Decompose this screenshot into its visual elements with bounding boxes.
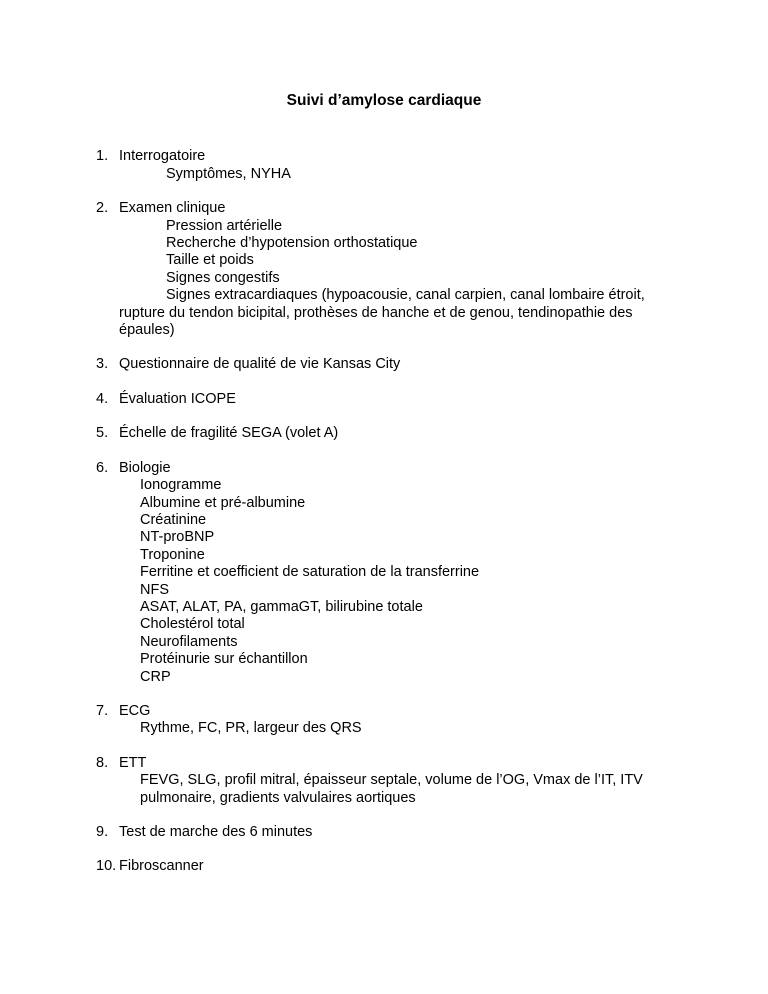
list-item-heading xyxy=(96,703,672,720)
list-item-heading xyxy=(96,200,672,217)
item-number: 4. xyxy=(96,390,109,407)
list-item xyxy=(96,460,672,686)
item-number: 7. xyxy=(96,702,109,719)
document-title: Suivi d’amylose cardiaque xyxy=(286,92,482,109)
item-number: 9. xyxy=(96,824,109,840)
sub-item: Troponine xyxy=(140,546,205,563)
sub-item: Créatinine xyxy=(140,511,207,528)
list-item-heading xyxy=(96,425,672,442)
sub-item: CRP xyxy=(140,668,171,685)
item-label: Biologie xyxy=(119,459,171,476)
list-item xyxy=(96,703,672,738)
list-item-heading xyxy=(96,755,672,772)
list-item-heading xyxy=(96,391,672,408)
sub-item: Protéinurie sur échantillon xyxy=(140,651,308,668)
item-label: ETT xyxy=(119,754,147,771)
item-label: Évaluation ICOPE xyxy=(119,390,236,407)
item-number: 3. xyxy=(96,356,109,373)
item-number: 1. xyxy=(96,148,109,165)
sub-item: Ferritine et coefficient de saturation de la transferrine xyxy=(140,564,480,581)
sub-item: Neurofilaments xyxy=(140,633,238,650)
list-item xyxy=(96,356,672,373)
item-label: Échelle de fragilité SEGA (volet A) xyxy=(119,425,339,442)
list-item-heading xyxy=(96,356,672,373)
item-label: Interrogatoire xyxy=(119,148,206,165)
item-number: 10. xyxy=(96,858,117,875)
checklist xyxy=(96,148,672,875)
sub-item: Signes congestifs xyxy=(166,269,280,286)
list-item xyxy=(96,148,672,183)
sub-item: FEVG, SLG, profil mitral, épaisseur septale, volume de l’OG, Vmax de l’IT, ITV pulmonaire, gradients valvulaires aortiques xyxy=(140,772,643,806)
item-label: Examen clinique xyxy=(119,200,226,217)
sub-item: Albumine et pré-albumine xyxy=(140,494,306,511)
list-item-heading xyxy=(96,824,672,841)
sub-item: Symptômes, NYHA xyxy=(166,165,291,182)
item-number: 2. xyxy=(96,200,109,217)
list-item xyxy=(96,425,672,442)
sub-item: Rythme, FC, PR, largeur des QRS xyxy=(140,720,362,737)
list-item-heading xyxy=(96,148,672,165)
list-item-heading xyxy=(96,858,672,875)
item-label: Test de marche des 6 minutes xyxy=(119,824,313,840)
list-item xyxy=(96,755,672,807)
list-item xyxy=(96,391,672,408)
item-label: ECG xyxy=(119,702,151,719)
sub-item: ASAT, ALAT, PA, gammaGT, bilirubine totale xyxy=(140,598,423,615)
sub-item: Ionogramme xyxy=(140,477,222,494)
sub-item: Recherche d’hypotension orthostatique xyxy=(166,235,418,252)
item-number: 8. xyxy=(96,754,109,771)
sub-item: NFS xyxy=(140,581,169,598)
sub-item: Cholestérol total xyxy=(140,616,245,633)
list-item-heading xyxy=(96,460,672,477)
sub-item: Taille et poids xyxy=(166,252,254,269)
item-label: Questionnaire de qualité de vie Kansas City xyxy=(119,356,401,373)
list-item xyxy=(96,858,672,875)
sub-item: NT-proBNP xyxy=(140,529,215,546)
sub-item: Signes extracardiaques (hypoacousie, canal carpien, canal lombaire étroit, rupture du tendon bicipital, prothèses de hanche et de genou, tendinopathie des épaules) xyxy=(119,287,645,339)
sub-item: Pression artérielle xyxy=(166,217,283,234)
list-item xyxy=(96,824,672,841)
list-item xyxy=(96,200,672,339)
item-label: Fibroscanner xyxy=(119,858,204,875)
item-number: 6. xyxy=(96,459,109,476)
item-number: 5. xyxy=(96,425,109,442)
